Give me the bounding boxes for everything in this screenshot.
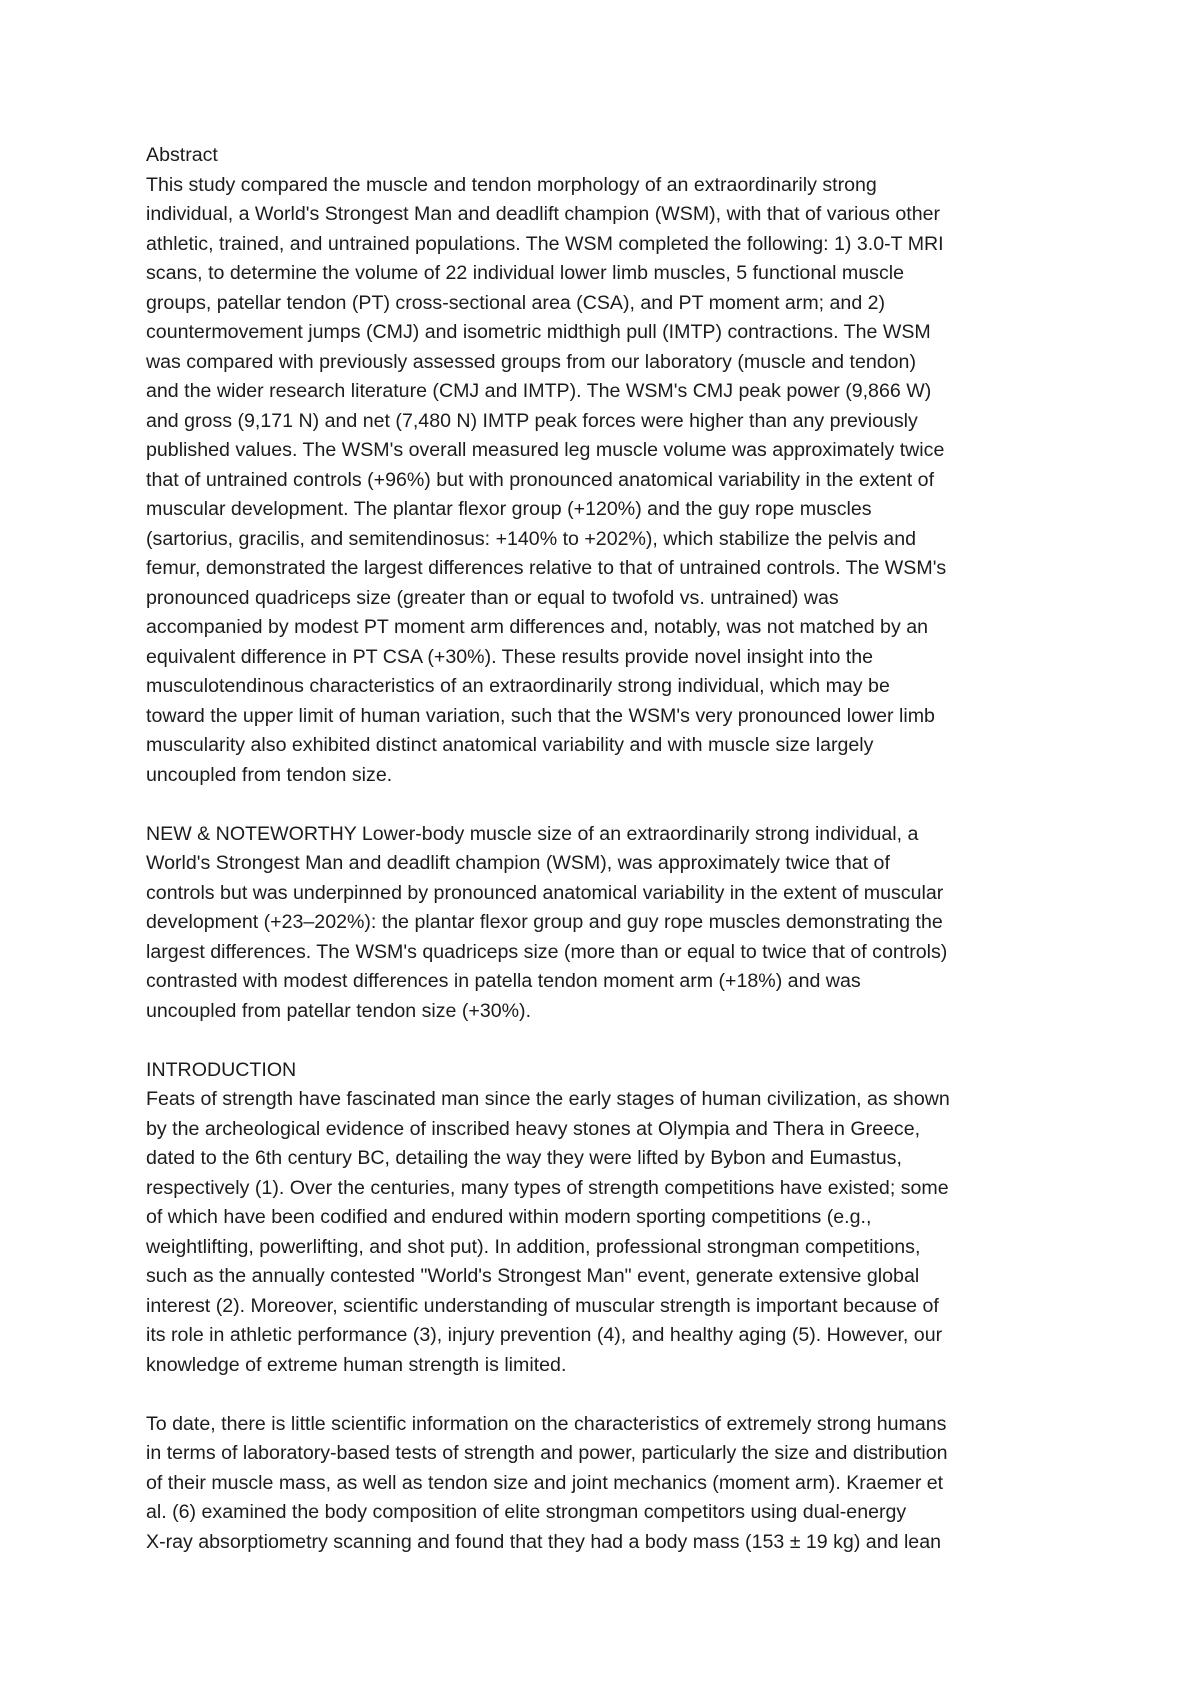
paragraph-spacer	[146, 1026, 1066, 1056]
text-line: in terms of laboratory-based tests of strength and power, particularly the size and distribution	[146, 1442, 948, 1464]
text-line: femur, demonstrated the largest differences relative to that of untrained controls. The WSM's	[146, 557, 947, 579]
abstract-heading: Abstract	[146, 144, 218, 166]
text-line: respectively (1). Over the centuries, many types of strength competitions have existed; some	[146, 1176, 949, 1199]
text-line: controls but was underpinned by pronounced anatomical variability in the extent of muscular	[146, 881, 944, 904]
text-line: its role in athletic performance (3), injury prevention (4), and healthy aging (5). However, our	[146, 1324, 943, 1346]
text-line: pronounced quadriceps size (greater than or equal to twofold vs. untrained) was	[146, 586, 839, 609]
text-line: uncoupled from tendon size.	[146, 763, 393, 786]
text-line: of their muscle mass, as well as tendon size and joint mechanics (moment arm). Kraemer et	[146, 1471, 944, 1494]
text-line: groups, patellar tendon (PT) cross-sectional area (CSA), and PT moment arm; and 2)	[146, 291, 886, 314]
introduction-section	[146, 1056, 1066, 1558]
text-line: equivalent difference in PT CSA (+30%). These results provide novel insight into the	[146, 645, 874, 668]
text-line: Feats of strength have fascinated man since the early stages of human civilization, as shown	[146, 1088, 950, 1110]
document-page	[146, 141, 1066, 1557]
text-line: toward the upper limit of human variation, such that the WSM's very pronounced lower limb	[146, 704, 935, 727]
text-line: published values. The WSM's overall measured leg muscle volume was approximately twice	[146, 439, 945, 461]
text-line: al. (6) examined the body composition of elite strongman competitors using dual-energy	[146, 1501, 907, 1523]
text-line: World's Strongest Man and deadlift champion (WSM), was approximately twice that of	[146, 852, 890, 874]
text-line: To date, there is little scientific information on the characteristics of extremely strong humans	[146, 1412, 947, 1435]
introduction-heading: INTRODUCTION	[146, 1058, 297, 1081]
text-line: was compared with previously assessed groups from our laboratory (muscle and tendon)	[146, 350, 916, 373]
text-line: athletic, trained, and untrained populations. The WSM completed the following: 1) 3.0-T MRI	[146, 232, 944, 255]
text-line: and the wider research literature (CMJ and IMTP). The WSM's CMJ peak power (9,866 W)	[146, 380, 932, 402]
text-line: such as the annually contested "World's Strongest Man" event, generate extensive global	[146, 1265, 920, 1287]
paragraph-spacer	[146, 790, 1066, 820]
introduction-paragraph-1	[146, 1085, 1066, 1380]
abstract-paragraph	[146, 171, 1066, 791]
text-line: individual, a World's Strongest Man and deadlift champion (WSM), with that of various other	[146, 203, 941, 225]
text-line: that of untrained controls (+96%) but with pronounced anatomical variability in the extent of	[146, 468, 935, 491]
text-line: largest differences. The WSM's quadriceps size (more than or equal to twice that of controls)	[146, 940, 948, 963]
text-line: development (+23–202%): the plantar flexor group and guy rope muscles demonstrating the	[146, 911, 943, 933]
text-line: X-ray absorptiometry scanning and found that they had a body mass (153 ± 19 kg) and lean	[146, 1530, 941, 1553]
text-line: knowledge of extreme human strength is limited.	[146, 1353, 567, 1376]
text-line: muscular development. The plantar flexor group (+120%) and the guy rope muscles	[146, 498, 872, 520]
text-line: countermovement jumps (CMJ) and isometric midthigh pull (IMTP) contractions. The WSM	[146, 321, 931, 343]
text-line: NEW & NOTEWORTHY Lower-body muscle size of an extraordinarily strong individual, a	[146, 822, 919, 845]
paragraph-spacer	[146, 1380, 1066, 1410]
text-line: interest (2). Moreover, scientific understanding of muscular strength is important because of	[146, 1294, 939, 1317]
text-line: This study compared the muscle and tendon morphology of an extraordinarily strong	[146, 173, 877, 196]
text-line: uncoupled from patellar tendon size (+30%).	[146, 999, 532, 1022]
text-line: (sartorius, gracilis, and semitendinosus: +140% to +202%), which stabilize the pelvis and	[146, 527, 917, 550]
text-line: contrasted with modest differences in patella tendon moment arm (+18%) and was	[146, 970, 861, 992]
abstract-section	[146, 141, 1066, 790]
introduction-paragraph-2	[146, 1410, 1066, 1558]
text-line: by the archeological evidence of inscribed heavy stones at Olympia and Thera in Greece,	[146, 1117, 921, 1140]
text-line: of which have been codified and endured within modern sporting competitions (e.g.,	[146, 1206, 872, 1228]
text-line: scans, to determine the volume of 22 individual lower limb muscles, 5 functional muscle	[146, 262, 904, 284]
text-line: muscularity also exhibited distinct anatomical variability and with muscle size largely	[146, 734, 874, 756]
new-and-noteworthy-section	[146, 820, 1066, 1027]
text-line: weightlifting, powerlifting, and shot put). In addition, professional strongman competitions,	[146, 1235, 921, 1258]
text-line: musculotendinous characteristics of an extraordinarily strong individual, which may be	[146, 675, 890, 697]
text-line: accompanied by modest PT moment arm differences and, notably, was not matched by an	[146, 616, 928, 638]
text-line: and gross (9,171 N) and net (7,480 N) IMTP peak forces were higher than any previously	[146, 409, 918, 432]
text-line: dated to the 6th century BC, detailing the way they were lifted by Bybon and Eumastus,	[146, 1147, 902, 1169]
